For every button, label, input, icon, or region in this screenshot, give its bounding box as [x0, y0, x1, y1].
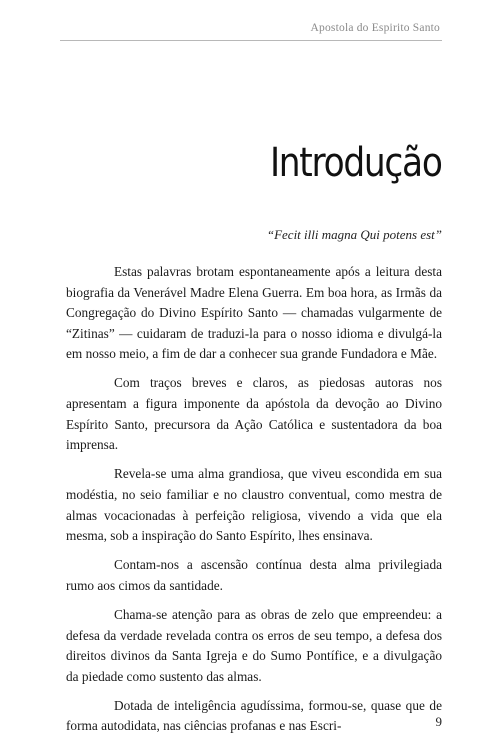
paragraph-2: Com traços breves e claros, as piedosas autoras nos apresentam a figura imponente da apóstola da devoção ao Divino Espírito Santo, precursora da Ação Católica e sustentadora da boa imprensa. [66, 375, 442, 453]
body-text [66, 262, 442, 745]
chapter-title: Introdução [270, 140, 442, 186]
header-rule [60, 40, 442, 41]
page-number: 9 [435, 714, 442, 729]
epigraph: “Fecit illi magna Qui potens est” [266, 227, 442, 242]
paragraph-6: Dotada de inteligência agudíssima, formou-se, quase que de forma autodidata, nas ciências profanas e nas Escri- [66, 697, 442, 734]
paragraph-1: Estas palavras brotam espontaneamente após a leitura desta biografia da Venerável Madre Elena Guerra. Em boa hora, as Irmãs da Congregação do Divino Espírito Santo — chamadas vulgarmente de “Zitinas” — cuidaram de traduzi-la para o nosso idioma e divulgá-la em nosso meio, a fim de dar a conhecer sua grande Fundadora e Mãe. [66, 264, 442, 362]
running-header: Apostola do Espirito Santo [310, 22, 440, 34]
paragraph-3: Revela-se uma alma grandiosa, que viveu escondida em sua modéstia, no seio familiar e no claustro conventual, como mestra de almas vocacionadas à perfeição religiosa, vivendo a vida que ela mesma, sob a inspiração do Santo Espírito, lhes ensinava. [66, 466, 442, 544]
paragraph-4: Contam-nos a ascensão contínua desta alma privilegiada rumo aos cimos da santidade. [66, 557, 442, 593]
paragraph-5: Chama-se atenção para as obras de zelo que empreendeu: a defesa da verdade revelada contra os erros de seu tempo, a defesa dos direitos divinos da Santa Igreja e do Sumo Pontífice, e a divulgação da piedade como sustento das almas. [66, 606, 442, 684]
